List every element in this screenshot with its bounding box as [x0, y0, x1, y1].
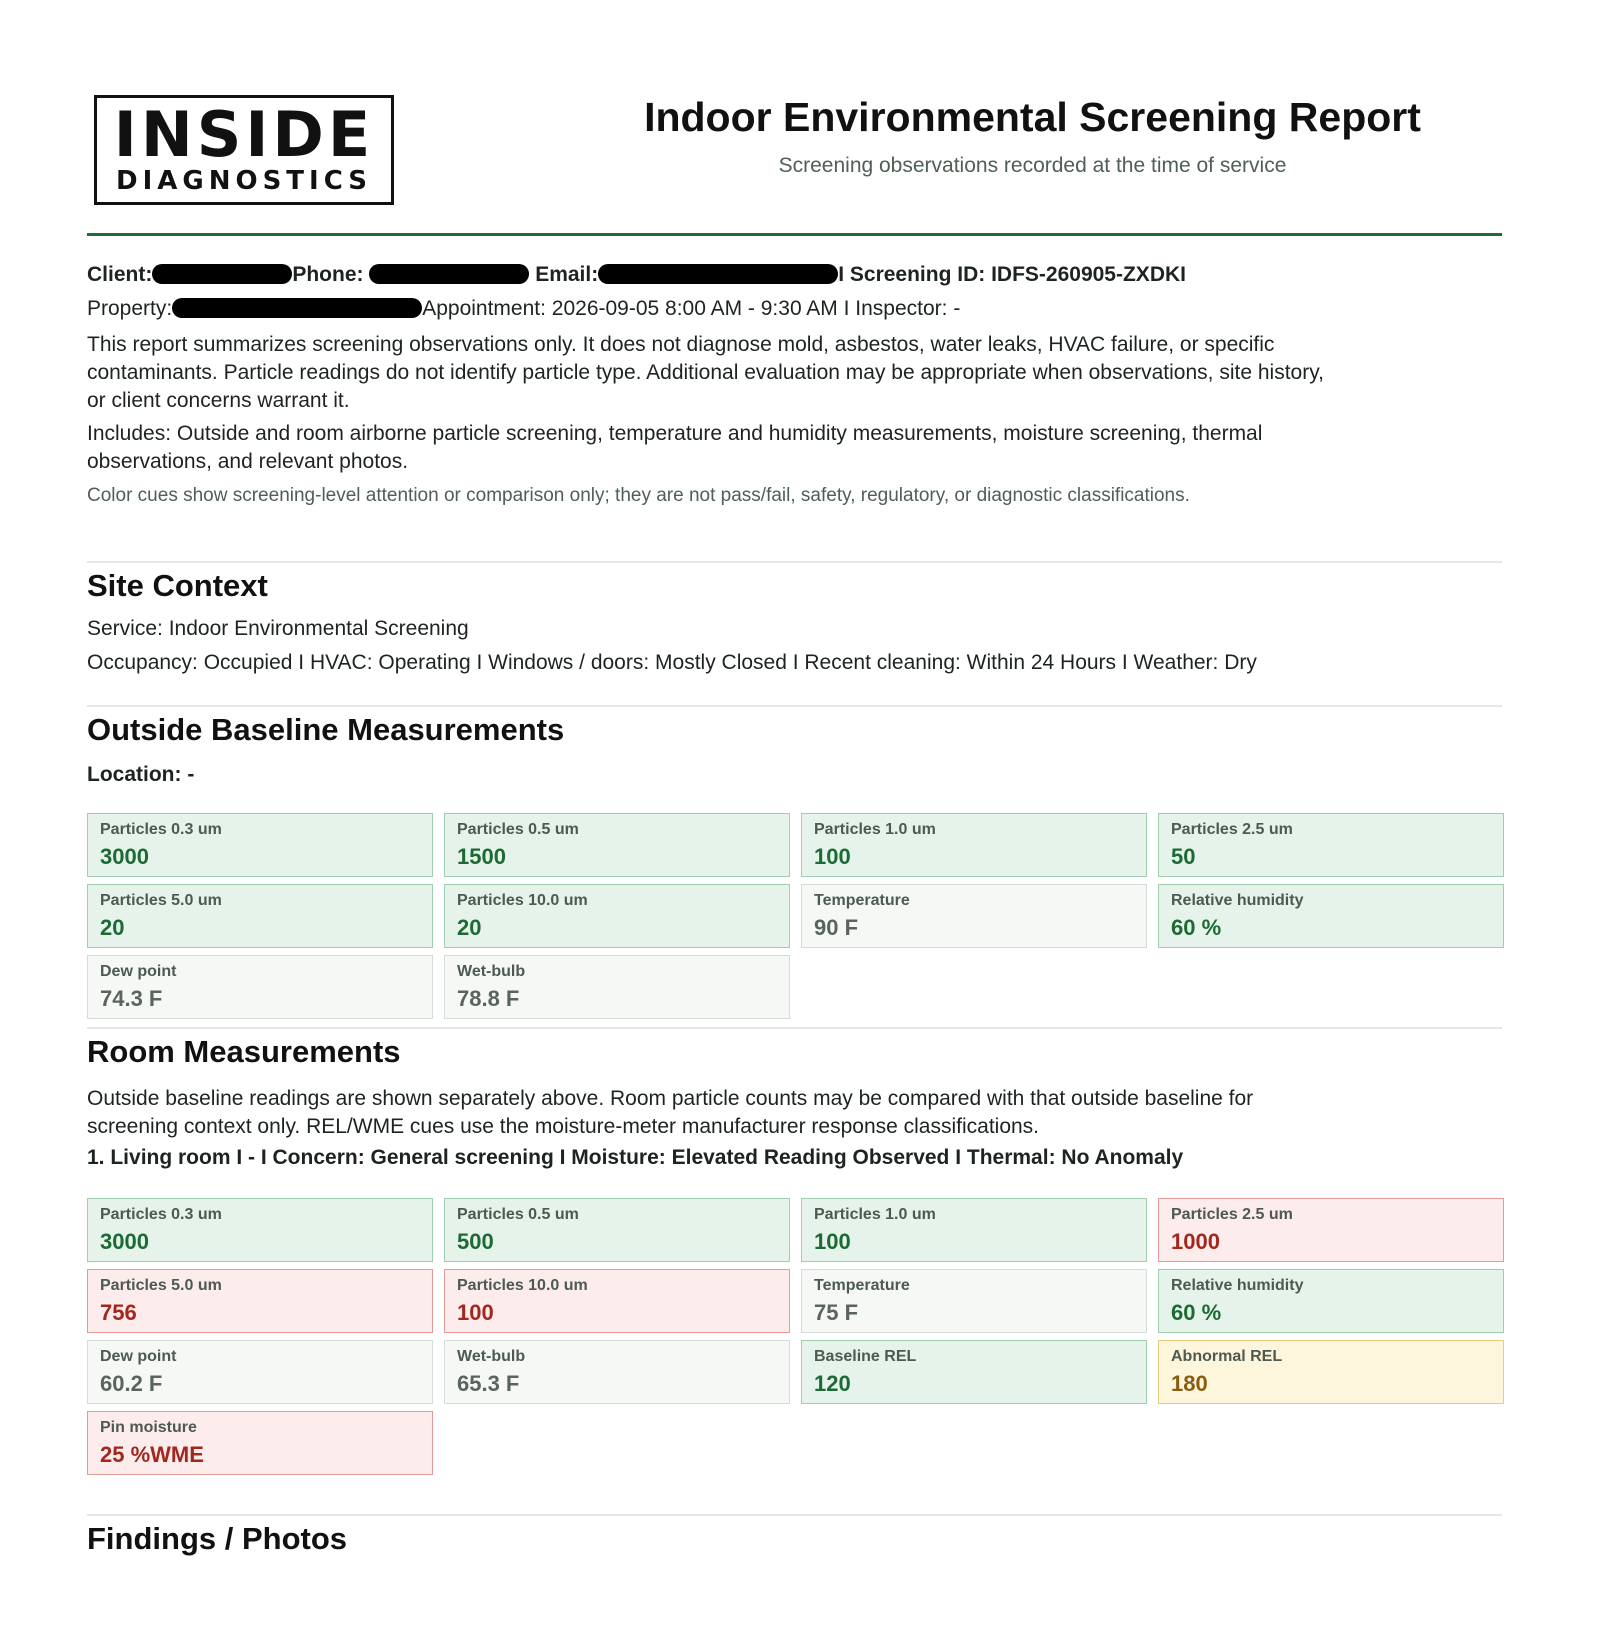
measurement-card — [801, 1269, 1147, 1333]
company-logo — [94, 95, 394, 205]
client-label: Client: — [87, 263, 153, 286]
color-cue-note: Color cues show screening-level attention or comparison only; they are not pass/fail, safety, regulatory, or diagnostic classifications. — [87, 485, 1190, 506]
measurement-value: 500 — [457, 1229, 494, 1254]
measurement-value: 20 — [100, 915, 125, 940]
measurement-label: Wet-bulb — [457, 1348, 526, 1365]
measurement-label: Particles 0.3 um — [100, 821, 222, 838]
measurement-value: 25 %WME — [100, 1442, 204, 1467]
redacted-client-name — [152, 264, 292, 284]
section-divider — [87, 1027, 1502, 1029]
measurement-value: 756 — [100, 1300, 137, 1325]
measurement-card — [1158, 813, 1504, 877]
measurement-value: 3000 — [100, 844, 149, 869]
measurement-label: Dew point — [100, 963, 177, 980]
measurement-value: 50 — [1171, 844, 1196, 869]
measurement-value: 74.3 F — [100, 986, 163, 1011]
measurement-value: 100 — [814, 844, 851, 869]
outside-location: Location: - — [87, 763, 195, 786]
measurement-label: Particles 0.5 um — [457, 1206, 579, 1223]
site-context-heading: Site Context — [87, 568, 268, 603]
report-title: Indoor Environmental Screening Report — [644, 94, 1421, 140]
measurement-value: 3000 — [100, 1229, 149, 1254]
phone-label: Phone: — [292, 263, 364, 286]
email-label: Email: — [535, 263, 599, 286]
measurement-card — [444, 955, 790, 1019]
findings-photos-heading: Findings / Photos — [87, 1521, 348, 1556]
measurement-value: 100 — [457, 1300, 494, 1325]
measurement-label: Particles 5.0 um — [100, 1277, 222, 1294]
logo-wordmark-bottom: DIAGNOSTICS — [115, 166, 372, 196]
site-conditions-text: Occupancy: Occupied I HVAC: Operating I Windows / doors: Mostly Closed I Recent cleaning: Within 24 Hours I Weather: Dry — [87, 651, 1257, 674]
measurement-value: 60 % — [1171, 1300, 1222, 1325]
measurement-label: Particles 10.0 um — [457, 892, 588, 909]
disclaimer-text: This report summarizes screening observations only. It does not diagnose mold, asbestos, water leaks, HVAC failure, or specific contaminants. Particle readings do not identify particle type. Additional evaluation may be appropriate when observations, site history, or client concerns warrant it. — [87, 333, 1324, 412]
measurement-card — [87, 1411, 433, 1475]
measurement-card — [87, 955, 433, 1019]
measurement-label: Temperature — [814, 1277, 910, 1294]
service-text: Service: Indoor Environmental Screening — [87, 617, 469, 640]
measurement-label: Temperature — [814, 892, 910, 909]
measurement-card — [1158, 1340, 1504, 1404]
measurement-label: Particles 1.0 um — [814, 1206, 936, 1223]
measurement-label: Dew point — [100, 1348, 177, 1365]
measurement-card — [801, 1198, 1147, 1262]
header-divider — [87, 233, 1502, 236]
redacted-property — [172, 298, 422, 318]
measurement-card — [87, 813, 433, 877]
logo-wordmark-top: INSIDE — [113, 98, 375, 171]
measurement-label: Particles 0.5 um — [457, 821, 579, 838]
measurement-card — [444, 813, 790, 877]
outside-baseline-heading: Outside Baseline Measurements — [87, 712, 565, 747]
report-subtitle: Screening observations recorded at the time of service — [778, 154, 1287, 177]
measurement-card — [87, 1340, 433, 1404]
measurement-value: 60.2 F — [100, 1371, 163, 1396]
redacted-email — [598, 264, 838, 284]
measurement-label: Particles 0.3 um — [100, 1206, 222, 1223]
section-divider — [87, 561, 1502, 563]
outside-measurement-grid — [87, 813, 1505, 1019]
measurement-card — [444, 1269, 790, 1333]
measurement-card — [87, 884, 433, 948]
measurement-value: 75 F — [814, 1300, 859, 1325]
measurement-card — [87, 1198, 433, 1262]
property-label: Property: — [87, 297, 173, 320]
measurement-value: 20 — [457, 915, 482, 940]
measurement-label: Wet-bulb — [457, 963, 526, 980]
measurement-card — [444, 1198, 790, 1262]
measurement-label: Pin moisture — [100, 1419, 197, 1436]
measurement-value: 100 — [814, 1229, 851, 1254]
measurement-card — [801, 1340, 1147, 1404]
appointment-info: Appointment: 2026-09-05 8:00 AM - 9:30 AM I Inspector: - — [422, 297, 961, 320]
measurement-card — [444, 884, 790, 948]
measurement-label: Particles 2.5 um — [1171, 821, 1293, 838]
measurement-value: 120 — [814, 1371, 851, 1396]
measurement-label: Baseline REL — [814, 1348, 917, 1365]
measurement-label: Particles 1.0 um — [814, 821, 936, 838]
section-divider — [87, 1514, 1502, 1516]
measurement-value: 1000 — [1171, 1229, 1220, 1254]
section-divider — [87, 705, 1502, 707]
room-measurements-heading: Room Measurements — [87, 1034, 401, 1069]
measurement-label: Particles 2.5 um — [1171, 1206, 1293, 1223]
measurement-value: 1500 — [457, 844, 506, 869]
measurement-value: 60 % — [1171, 915, 1222, 940]
measurement-value: 78.8 F — [457, 986, 520, 1011]
property-line — [87, 297, 960, 321]
redacted-phone — [369, 264, 529, 284]
measurement-label: Abnormal REL — [1171, 1348, 1283, 1365]
measurement-card — [1158, 1269, 1504, 1333]
measurement-card — [801, 884, 1147, 948]
measurement-card — [801, 813, 1147, 877]
measurement-value: 65.3 F — [457, 1371, 520, 1396]
measurement-value: 90 F — [814, 915, 859, 940]
measurement-card — [87, 1269, 433, 1333]
room-title: 1. Living room I - I Concern: General screening I Moisture: Elevated Reading Observed I Thermal: No Anomaly — [87, 1146, 1184, 1169]
measurement-card — [444, 1340, 790, 1404]
measurement-label: Relative humidity — [1171, 892, 1304, 909]
includes-text: Includes: Outside and room airborne particle screening, temperature and humidity measurements, moisture screening, thermal observations, and relevant photos. — [87, 422, 1263, 473]
room-measurement-grid — [87, 1198, 1505, 1475]
measurement-label: Particles 5.0 um — [100, 892, 222, 909]
measurement-value: 180 — [1171, 1371, 1208, 1396]
measurement-label: Particles 10.0 um — [457, 1277, 588, 1294]
measurement-label: Relative humidity — [1171, 1277, 1304, 1294]
room-intro-text: Outside baseline readings are shown separately above. Room particle counts may be compared with that outside baseline for screening context only. REL/WME cues use the moisture-meter manufacturer response classifications. — [87, 1087, 1254, 1138]
screening-id: I Screening ID: IDFS-260905-ZXDKI — [838, 263, 1186, 286]
measurement-card — [1158, 1198, 1504, 1262]
client-info-line — [87, 263, 1186, 287]
measurement-card — [1158, 884, 1504, 948]
